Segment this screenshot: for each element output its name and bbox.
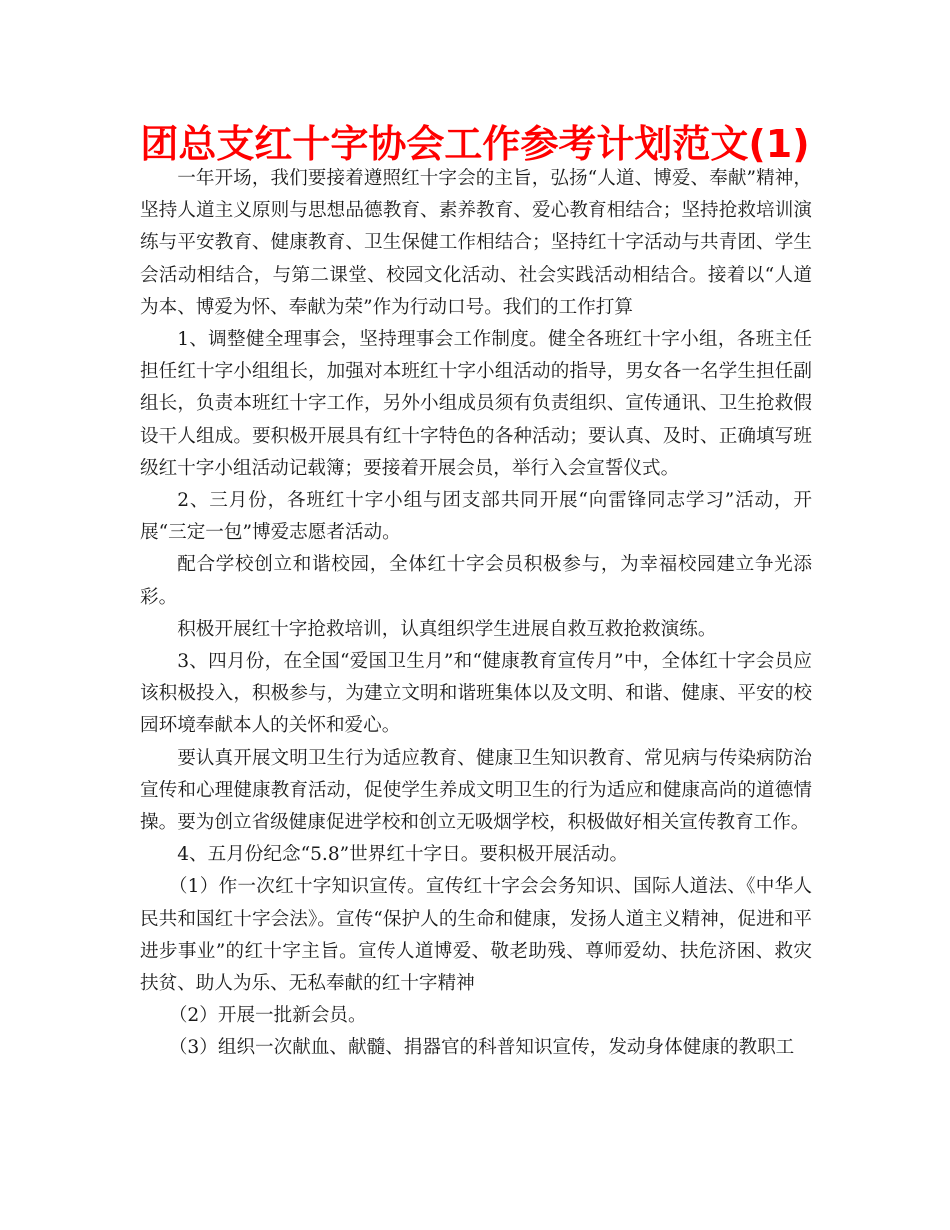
paragraph-sub-2: （2）开展一批新会员。 (168, 1005, 367, 1027)
paragraph-item-2: 2、三月份，各班红十字小组与团支部共同开展“向雷锋同志学习”活动，开展“三定一包”博爱志愿者活动。 (140, 490, 812, 544)
paragraph-intro: 一年开场，我们要接着遵照红十字会的主旨，弘扬“人道、博爱、奉献”精神，坚持人道主义原则与思想品德教育、素养教育、爱心教育相结合；坚持抢救培训演练与平安教育、健康教育、卫生保健工作相结合；坚持红十字活动与共青团、学生会活动相结合，与第二课堂、校园文化活动、社会实践活动相结合。接着以“人道为本、博爱为怀、奉献为荣”作为行动口号。我们的工作打算 (140, 168, 812, 318)
document-title: 团总支红十字协会工作参考计划范文(1) (140, 122, 810, 166)
paragraph-first-aid-training: 积极开展红十字抢救培训，认真组织学生进展自救互救抢救演练。 (177, 618, 717, 640)
paragraph-item-3: 3、四月份，在全国“爱国卫生月”和“健康教育宣传月”中，全体红十字会员应该积极投入，积极参与，为建立文明和谐班集体以及文明、和谐、健康、平安的校园环境奉献本人的关怀和爱心。 (140, 651, 812, 737)
paragraph-sub-3: （3）组织一次献血、献髓、捐器官的科普知识宣传，发动身体健康的教职工 (168, 1037, 795, 1059)
paragraph-item-1: 1、调整健全理事会，坚持理事会工作制度。健全各班红十字小组，各班主任担任红十字小组组长，加强对本班红十字小组活动的指导，男女各一名学生担任副组长，负责本班红十字工作，另外小组成员须有负责组织、宣传通讯、卫生抢救假设干人组成。要积极开展具有红十字特色的各种活动；要认真、及时、正确填写班级红十字小组活动记载簿；要接着开展会员，举行入会宣誓仪式。 (140, 329, 812, 479)
document-body (140, 163, 812, 1065)
paragraph-sub-1: （1）作一次红十字知识宣传。宣传红十字会会务知识、国际人道法、《中华人民共和国红十字会法》。宣传“保护人的生命和健康，发扬人道主义精神，促进和平进步事业”的红十字主旨。宣传人道博爱、敬老助残、尊师爱幼、扶危济困、救灾扶贫、助人为乐、无私奉献的红十字精神 (140, 876, 812, 995)
paragraph-harmony-campus: 配合学校创立和谐校园，全体红十字会员积极参与，为幸福校园建立争光添彩。 (140, 554, 812, 608)
paragraph-item-4: 4、五月份纪念“5.8”世界红十字日。要积极开展活动。 (177, 844, 629, 866)
paragraph-health-education: 要认真开展文明卫生行为适应教育、健康卫生知识教育、常见病与传染病防治宣传和心理健康教育活动，促使学生养成文明卫生的行为适应和健康高尚的道德情操。要为创立省级健康促进学校和创立无吸烟学校，积极做好相关宣传教育工作。 (140, 747, 812, 834)
